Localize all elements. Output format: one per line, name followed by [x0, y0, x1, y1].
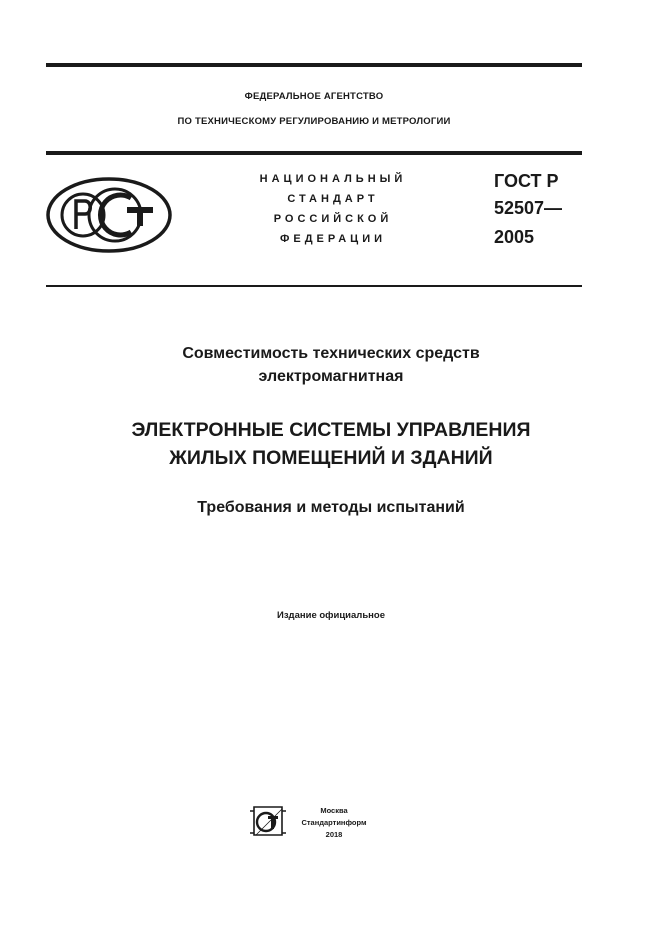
- middle-rule: [46, 151, 582, 155]
- subject-line2: электромагнитная: [258, 368, 404, 385]
- publisher-name: Стандартинформ: [301, 818, 367, 827]
- standard-type-line1: НАЦИОНАЛЬНЫЙ: [259, 173, 407, 185]
- standard-type-line3: РОССИЙСКОЙ: [273, 213, 393, 225]
- standard-type-line2: СТАНДАРТ: [287, 193, 379, 205]
- agency-name-line2: ПО ТЕХНИЧЕСКОМУ РЕГУЛИРОВАНИЮ И МЕТРОЛОГИИ: [177, 116, 451, 127]
- standartinform-logo-icon: [248, 805, 288, 839]
- bottom-rule: [46, 285, 582, 287]
- title-line2: ЖИЛЫХ ПОМЕЩЕНИЙ И ЗДАНИЙ: [169, 447, 493, 469]
- designation-line3: 2005: [494, 227, 535, 247]
- publisher-year: 2018: [325, 830, 343, 839]
- subject-line1: Совместимость технических средств: [182, 345, 480, 362]
- publisher-city: Москва: [320, 806, 348, 815]
- top-rule: [46, 63, 582, 67]
- title-line1: ЭЛЕКТРОННЫЕ СИСТЕМЫ УПРАВЛЕНИЯ: [131, 419, 531, 441]
- edition-note: Издание официальное: [277, 610, 385, 621]
- subtitle: Требования и методы испытаний: [197, 499, 465, 516]
- pct-certification-emblem-icon: [45, 176, 175, 254]
- designation-line1: ГОСТ Р: [494, 171, 559, 191]
- standard-type-line4: ФЕДЕРАЦИИ: [279, 233, 387, 245]
- agency-name-line1: ФЕДЕРАЛЬНОЕ АГЕНТСТВО: [244, 91, 384, 102]
- designation-line2: 52507—: [494, 198, 563, 218]
